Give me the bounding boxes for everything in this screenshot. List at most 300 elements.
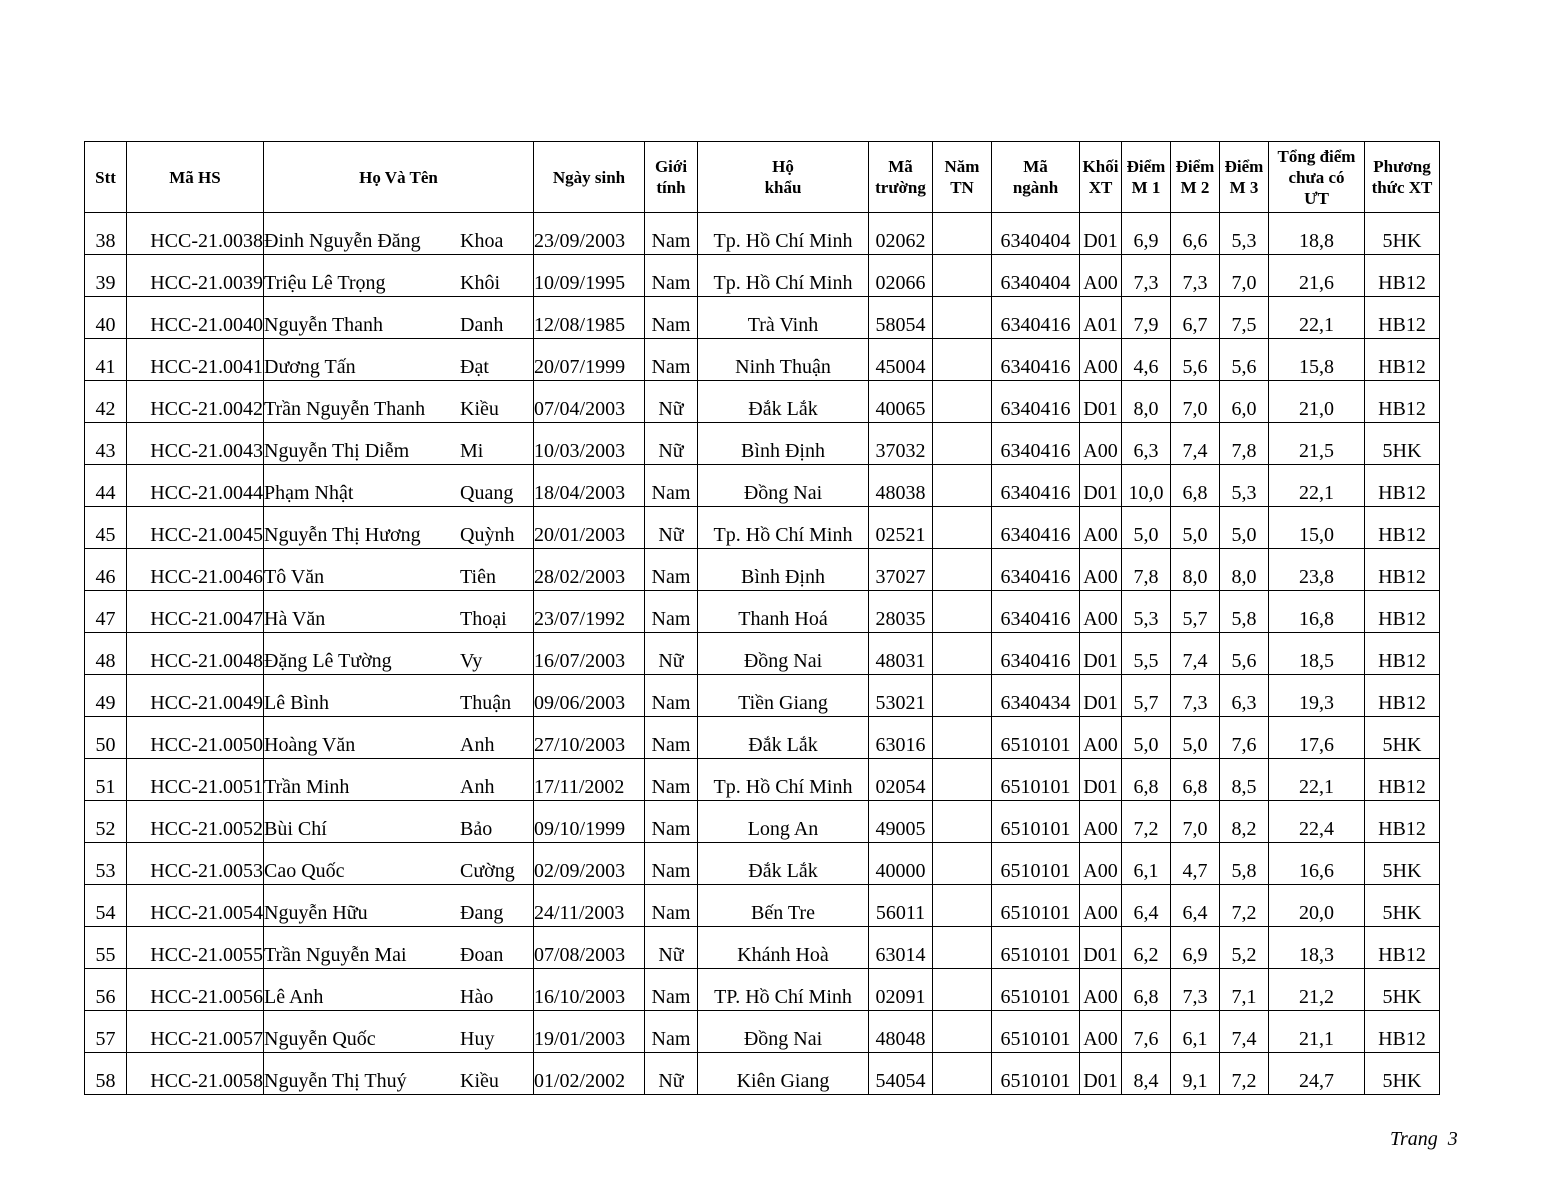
cell-gioi-tinh: Nam	[645, 801, 698, 843]
table-row	[85, 339, 1440, 381]
cell-diem-m3: 7,0	[1220, 255, 1269, 297]
given-name-text: Thoại	[460, 608, 507, 630]
cell-diem-m1: 5,3	[1122, 591, 1171, 633]
cell-ho-khau: Thanh Hoá	[698, 591, 869, 633]
cell-diem-m1: 7,6	[1122, 1011, 1171, 1053]
cell-ma-nganh: 6510101	[992, 969, 1080, 1011]
cell-gioi-tinh: Nam	[645, 969, 698, 1011]
given-name-text: Đạt	[460, 356, 489, 378]
cell-ho-khau: Tp. Hồ Chí Minh	[698, 255, 869, 297]
cell-stt: 50	[85, 717, 127, 759]
cell-ho-khau: Tp. Hồ Chí Minh	[698, 507, 869, 549]
cell-ho-khau: TP. Hồ Chí Minh	[698, 969, 869, 1011]
cell-ma-hs: HCC-21.0051	[127, 759, 264, 801]
cell-ho-khau: Tiền Giang	[698, 675, 869, 717]
given-name-text: Danh	[460, 314, 504, 336]
cell-gioi-tinh: Nam	[645, 549, 698, 591]
given-name-text: Đoan	[460, 944, 504, 966]
roster-body	[85, 213, 1440, 1095]
table-row	[85, 885, 1440, 927]
cell-ma-nganh: 6340416	[992, 423, 1080, 465]
cell-ho-khau: Đồng Nai	[698, 1011, 869, 1053]
cell-phuong-thuc: 5HK	[1365, 1053, 1440, 1095]
cell-phuong-thuc: HB12	[1365, 297, 1440, 339]
cell-khoi-xt: A00	[1080, 339, 1122, 381]
cell-khoi-xt: A00	[1080, 591, 1122, 633]
table-row	[85, 255, 1440, 297]
cell-ho-va-ten	[264, 885, 534, 927]
cell-diem-m3: 7,4	[1220, 1011, 1269, 1053]
cell-diem-m1: 8,0	[1122, 381, 1171, 423]
cell-ma-hs: HCC-21.0042	[127, 381, 264, 423]
cell-stt: 41	[85, 339, 127, 381]
given-name-text: Hào	[460, 986, 494, 1008]
cell-phuong-thuc: HB12	[1365, 1011, 1440, 1053]
cell-gioi-tinh: Nữ	[645, 927, 698, 969]
student-roster-table	[84, 141, 1440, 1095]
given-name-text: Mi	[460, 440, 484, 462]
cell-khoi-xt: A00	[1080, 885, 1122, 927]
cell-stt: 58	[85, 1053, 127, 1095]
cell-diem-m2: 6,1	[1171, 1011, 1220, 1053]
table-row	[85, 675, 1440, 717]
cell-khoi-xt: D01	[1080, 213, 1122, 255]
given-name-text: Cường	[460, 860, 515, 882]
cell-ngay-sinh: 23/09/2003	[534, 213, 645, 255]
cell-phuong-thuc: HB12	[1365, 675, 1440, 717]
cell-ho-khau: Kiên Giang	[698, 1053, 869, 1095]
cell-tong-diem: 15,0	[1269, 507, 1365, 549]
cell-gioi-tinh: Nam	[645, 591, 698, 633]
cell-ma-nganh: 6510101	[992, 759, 1080, 801]
surname-text: Dương Tấn	[264, 356, 356, 378]
header-ngay-sinh: Ngày sinh	[534, 142, 645, 213]
cell-gioi-tinh: Nữ	[645, 507, 698, 549]
header-ma-truong: Mã trường	[869, 142, 933, 213]
cell-diem-m2: 7,4	[1171, 423, 1220, 465]
cell-ho-va-ten	[264, 717, 534, 759]
header-khoi-xt: Khối XT	[1080, 142, 1122, 213]
cell-stt: 56	[85, 969, 127, 1011]
cell-diem-m3: 6,0	[1220, 381, 1269, 423]
header-tong-diem: Tổng điểm chưa có ƯT	[1269, 142, 1365, 213]
cell-tong-diem: 22,1	[1269, 759, 1365, 801]
cell-nam-tn	[933, 759, 992, 801]
cell-nam-tn	[933, 717, 992, 759]
cell-ma-nganh: 6340416	[992, 591, 1080, 633]
table-row	[85, 381, 1440, 423]
table-row	[85, 1011, 1440, 1053]
header-diem-m1: Điểm M 1	[1122, 142, 1171, 213]
cell-diem-m1: 5,0	[1122, 717, 1171, 759]
cell-ho-va-ten	[264, 255, 534, 297]
cell-nam-tn	[933, 1011, 992, 1053]
surname-text: Nguyễn Hữu	[264, 902, 368, 924]
cell-diem-m3: 5,0	[1220, 507, 1269, 549]
cell-nam-tn	[933, 1053, 992, 1095]
cell-ho-khau: Ninh Thuận	[698, 339, 869, 381]
cell-diem-m1: 5,0	[1122, 507, 1171, 549]
surname-text: Đinh Nguyễn Đăng	[264, 230, 421, 252]
cell-ma-nganh: 6510101	[992, 843, 1080, 885]
given-name-text: Vy	[460, 650, 483, 672]
cell-diem-m3: 7,6	[1220, 717, 1269, 759]
header-nam-tn: Năm TN	[933, 142, 992, 213]
cell-diem-m1: 10,0	[1122, 465, 1171, 507]
cell-ngay-sinh: 16/10/2003	[534, 969, 645, 1011]
cell-phuong-thuc: HB12	[1365, 255, 1440, 297]
cell-tong-diem: 16,8	[1269, 591, 1365, 633]
cell-phuong-thuc: HB12	[1365, 465, 1440, 507]
cell-ma-truong: 49005	[869, 801, 933, 843]
cell-ho-khau: Đồng Nai	[698, 465, 869, 507]
cell-diem-m1: 7,8	[1122, 549, 1171, 591]
table-row	[85, 591, 1440, 633]
header-ma-nganh: Mã ngành	[992, 142, 1080, 213]
cell-khoi-xt: D01	[1080, 633, 1122, 675]
cell-ho-va-ten	[264, 843, 534, 885]
cell-ho-khau: Đắk Lắk	[698, 381, 869, 423]
cell-diem-m1: 6,3	[1122, 423, 1171, 465]
cell-tong-diem: 24,7	[1269, 1053, 1365, 1095]
cell-diem-m3: 7,2	[1220, 885, 1269, 927]
cell-ma-truong: 02091	[869, 969, 933, 1011]
cell-diem-m2: 7,3	[1171, 969, 1220, 1011]
cell-tong-diem: 22,1	[1269, 297, 1365, 339]
cell-ngay-sinh: 18/04/2003	[534, 465, 645, 507]
cell-ho-va-ten	[264, 1011, 534, 1053]
cell-diem-m1: 6,4	[1122, 885, 1171, 927]
cell-tong-diem: 20,0	[1269, 885, 1365, 927]
cell-ma-hs: HCC-21.0043	[127, 423, 264, 465]
cell-tong-diem: 16,6	[1269, 843, 1365, 885]
header-gioi-tinh: Giới tính	[645, 142, 698, 213]
cell-stt: 43	[85, 423, 127, 465]
cell-ho-va-ten	[264, 549, 534, 591]
given-name-text: Đang	[460, 902, 504, 924]
cell-ngay-sinh: 16/07/2003	[534, 633, 645, 675]
table-row	[85, 801, 1440, 843]
cell-ngay-sinh: 09/10/1999	[534, 801, 645, 843]
header-row	[85, 142, 1440, 213]
cell-nam-tn	[933, 633, 992, 675]
cell-nam-tn	[933, 507, 992, 549]
cell-nam-tn	[933, 969, 992, 1011]
cell-ngay-sinh: 19/01/2003	[534, 1011, 645, 1053]
cell-ma-truong: 54054	[869, 1053, 933, 1095]
header-diem-m2: Điểm M 2	[1171, 142, 1220, 213]
cell-ho-va-ten	[264, 969, 534, 1011]
cell-diem-m2: 7,3	[1171, 255, 1220, 297]
cell-tong-diem: 18,3	[1269, 927, 1365, 969]
cell-ma-truong: 45004	[869, 339, 933, 381]
cell-khoi-xt: A00	[1080, 549, 1122, 591]
cell-ho-va-ten	[264, 381, 534, 423]
cell-ngay-sinh: 01/02/2002	[534, 1053, 645, 1095]
cell-ma-truong: 40000	[869, 843, 933, 885]
cell-ma-nganh: 6340416	[992, 549, 1080, 591]
page-number: Trang 3	[1390, 1128, 1458, 1150]
cell-ngay-sinh: 09/06/2003	[534, 675, 645, 717]
cell-nam-tn	[933, 255, 992, 297]
cell-diem-m1: 6,8	[1122, 759, 1171, 801]
cell-tong-diem: 22,1	[1269, 465, 1365, 507]
cell-diem-m2: 5,7	[1171, 591, 1220, 633]
given-name-text: Kiều	[460, 1070, 499, 1092]
cell-stt: 46	[85, 549, 127, 591]
cell-phuong-thuc: 5HK	[1365, 885, 1440, 927]
cell-ma-truong: 56011	[869, 885, 933, 927]
cell-stt: 39	[85, 255, 127, 297]
cell-nam-tn	[933, 549, 992, 591]
given-name-text: Kiều	[460, 398, 499, 420]
cell-ma-hs: HCC-21.0056	[127, 969, 264, 1011]
cell-tong-diem: 21,5	[1269, 423, 1365, 465]
cell-gioi-tinh: Nam	[645, 759, 698, 801]
cell-diem-m1: 7,9	[1122, 297, 1171, 339]
cell-nam-tn	[933, 423, 992, 465]
cell-gioi-tinh: Nam	[645, 885, 698, 927]
cell-diem-m1: 8,4	[1122, 1053, 1171, 1095]
cell-diem-m2: 6,4	[1171, 885, 1220, 927]
cell-tong-diem: 15,8	[1269, 339, 1365, 381]
cell-khoi-xt: A00	[1080, 255, 1122, 297]
cell-tong-diem: 21,1	[1269, 1011, 1365, 1053]
cell-diem-m3: 8,0	[1220, 549, 1269, 591]
cell-ma-hs: HCC-21.0045	[127, 507, 264, 549]
cell-khoi-xt: A00	[1080, 801, 1122, 843]
cell-gioi-tinh: Nam	[645, 717, 698, 759]
cell-diem-m1: 7,3	[1122, 255, 1171, 297]
cell-diem-m3: 5,6	[1220, 339, 1269, 381]
cell-nam-tn	[933, 465, 992, 507]
cell-khoi-xt: D01	[1080, 927, 1122, 969]
given-name-text: Tiên	[460, 566, 496, 588]
cell-ma-hs: HCC-21.0044	[127, 465, 264, 507]
table-row	[85, 717, 1440, 759]
cell-diem-m3: 5,3	[1220, 465, 1269, 507]
cell-tong-diem: 18,8	[1269, 213, 1365, 255]
cell-phuong-thuc: 5HK	[1365, 717, 1440, 759]
surname-text: Tô Văn	[264, 566, 325, 588]
cell-diem-m1: 5,7	[1122, 675, 1171, 717]
cell-ma-truong: 48031	[869, 633, 933, 675]
cell-ho-khau: Đồng Nai	[698, 633, 869, 675]
cell-ngay-sinh: 12/08/1985	[534, 297, 645, 339]
cell-ho-va-ten	[264, 591, 534, 633]
cell-diem-m3: 7,5	[1220, 297, 1269, 339]
cell-ma-hs: HCC-21.0048	[127, 633, 264, 675]
cell-phuong-thuc: HB12	[1365, 381, 1440, 423]
cell-ma-nganh: 6340416	[992, 339, 1080, 381]
cell-tong-diem: 21,6	[1269, 255, 1365, 297]
header-phuong-thuc: Phương thức XT	[1365, 142, 1440, 213]
cell-diem-m3: 5,8	[1220, 843, 1269, 885]
surname-text: Nguyễn Thị Thuý	[264, 1070, 407, 1092]
cell-ho-va-ten	[264, 339, 534, 381]
cell-stt: 48	[85, 633, 127, 675]
cell-ma-hs: HCC-21.0040	[127, 297, 264, 339]
cell-phuong-thuc: HB12	[1365, 801, 1440, 843]
cell-ho-va-ten	[264, 423, 534, 465]
cell-stt: 53	[85, 843, 127, 885]
table-row	[85, 507, 1440, 549]
cell-gioi-tinh: Nam	[645, 465, 698, 507]
cell-ma-nganh: 6340416	[992, 633, 1080, 675]
cell-diem-m3: 5,6	[1220, 633, 1269, 675]
cell-diem-m1: 7,2	[1122, 801, 1171, 843]
cell-ma-hs: HCC-21.0050	[127, 717, 264, 759]
cell-gioi-tinh: Nữ	[645, 381, 698, 423]
cell-ma-truong: 53021	[869, 675, 933, 717]
cell-tong-diem: 21,0	[1269, 381, 1365, 423]
given-name-text: Khôi	[460, 272, 500, 294]
cell-ma-nganh: 6510101	[992, 1011, 1080, 1053]
cell-gioi-tinh: Nam	[645, 843, 698, 885]
surname-text: Hoàng Văn	[264, 734, 356, 756]
cell-ngay-sinh: 24/11/2003	[534, 885, 645, 927]
cell-diem-m2: 5,6	[1171, 339, 1220, 381]
cell-ngay-sinh: 07/04/2003	[534, 381, 645, 423]
cell-ma-nganh: 6510101	[992, 801, 1080, 843]
cell-diem-m1: 6,9	[1122, 213, 1171, 255]
cell-diem-m2: 8,0	[1171, 549, 1220, 591]
table-row	[85, 633, 1440, 675]
table-row	[85, 969, 1440, 1011]
cell-diem-m3: 7,2	[1220, 1053, 1269, 1095]
cell-ho-khau: Đắk Lắk	[698, 843, 869, 885]
cell-ngay-sinh: 10/03/2003	[534, 423, 645, 465]
cell-gioi-tinh: Nam	[645, 297, 698, 339]
cell-ma-nganh: 6340416	[992, 507, 1080, 549]
cell-ma-hs: HCC-21.0058	[127, 1053, 264, 1095]
cell-ho-va-ten	[264, 801, 534, 843]
given-name-text: Thuận	[460, 692, 512, 714]
cell-tong-diem: 23,8	[1269, 549, 1365, 591]
cell-diem-m3: 5,3	[1220, 213, 1269, 255]
cell-ma-hs: HCC-21.0057	[127, 1011, 264, 1053]
cell-ma-hs: HCC-21.0052	[127, 801, 264, 843]
cell-gioi-tinh: Nam	[645, 675, 698, 717]
cell-stt: 55	[85, 927, 127, 969]
table-row	[85, 1053, 1440, 1095]
cell-ma-truong: 02054	[869, 759, 933, 801]
cell-ho-va-ten	[264, 507, 534, 549]
cell-phuong-thuc: HB12	[1365, 549, 1440, 591]
cell-ma-truong: 37027	[869, 549, 933, 591]
cell-gioi-tinh: Nữ	[645, 1053, 698, 1095]
cell-nam-tn	[933, 927, 992, 969]
cell-stt: 42	[85, 381, 127, 423]
cell-diem-m3: 6,3	[1220, 675, 1269, 717]
cell-ho-khau: Bình Định	[698, 549, 869, 591]
cell-ma-truong: 02062	[869, 213, 933, 255]
cell-ma-hs: HCC-21.0038	[127, 213, 264, 255]
cell-stt: 40	[85, 297, 127, 339]
given-name-text: Anh	[460, 734, 495, 756]
cell-diem-m2: 7,0	[1171, 381, 1220, 423]
given-name-text: Huy	[460, 1028, 495, 1050]
cell-ngay-sinh: 10/09/1995	[534, 255, 645, 297]
cell-ma-truong: 63014	[869, 927, 933, 969]
table-row	[85, 549, 1440, 591]
given-name-text: Quỳnh	[460, 524, 515, 546]
cell-ma-truong: 28035	[869, 591, 933, 633]
surname-text: Nguyễn Thị Hương	[264, 524, 421, 546]
cell-ma-hs: HCC-21.0049	[127, 675, 264, 717]
cell-diem-m1: 6,2	[1122, 927, 1171, 969]
cell-diem-m2: 4,7	[1171, 843, 1220, 885]
cell-ma-truong: 37032	[869, 423, 933, 465]
cell-ma-nganh: 6340404	[992, 255, 1080, 297]
surname-text: Phạm Nhật	[264, 482, 354, 504]
cell-diem-m2: 6,8	[1171, 759, 1220, 801]
cell-nam-tn	[933, 339, 992, 381]
cell-ho-va-ten	[264, 297, 534, 339]
cell-stt: 57	[85, 1011, 127, 1053]
cell-khoi-xt: D01	[1080, 465, 1122, 507]
cell-diem-m2: 6,7	[1171, 297, 1220, 339]
cell-stt: 47	[85, 591, 127, 633]
cell-gioi-tinh: Nam	[645, 213, 698, 255]
cell-ma-hs: HCC-21.0054	[127, 885, 264, 927]
cell-gioi-tinh: Nữ	[645, 423, 698, 465]
cell-ma-nganh: 6510101	[992, 1053, 1080, 1095]
cell-ngay-sinh: 17/11/2002	[534, 759, 645, 801]
cell-ho-va-ten	[264, 675, 534, 717]
header-ho-khau: Hộ khẩu	[698, 142, 869, 213]
cell-ngay-sinh: 07/08/2003	[534, 927, 645, 969]
cell-ngay-sinh: 20/01/2003	[534, 507, 645, 549]
cell-diem-m1: 6,8	[1122, 969, 1171, 1011]
cell-diem-m2: 5,0	[1171, 717, 1220, 759]
cell-diem-m2: 5,0	[1171, 507, 1220, 549]
cell-ma-truong: 48048	[869, 1011, 933, 1053]
given-name-text: Quang	[460, 482, 514, 504]
cell-phuong-thuc: HB12	[1365, 633, 1440, 675]
cell-nam-tn	[933, 843, 992, 885]
cell-nam-tn	[933, 381, 992, 423]
cell-phuong-thuc: HB12	[1365, 591, 1440, 633]
cell-ma-hs: HCC-21.0055	[127, 927, 264, 969]
cell-diem-m1: 4,6	[1122, 339, 1171, 381]
cell-phuong-thuc: HB12	[1365, 339, 1440, 381]
cell-ho-khau: Đắk Lắk	[698, 717, 869, 759]
cell-phuong-thuc: HB12	[1365, 759, 1440, 801]
cell-diem-m2: 7,0	[1171, 801, 1220, 843]
header-stt: Stt	[85, 142, 127, 213]
cell-ngay-sinh: 28/02/2003	[534, 549, 645, 591]
surname-text: Trần Nguyễn Mai	[264, 944, 407, 966]
cell-phuong-thuc: HB12	[1365, 927, 1440, 969]
cell-khoi-xt: A01	[1080, 297, 1122, 339]
cell-diem-m2: 7,3	[1171, 675, 1220, 717]
cell-ma-nganh: 6340416	[992, 297, 1080, 339]
cell-ma-nganh: 6340434	[992, 675, 1080, 717]
cell-ho-khau: Tp. Hồ Chí Minh	[698, 759, 869, 801]
cell-ma-truong: 40065	[869, 381, 933, 423]
cell-khoi-xt: D01	[1080, 1053, 1122, 1095]
cell-ma-hs: HCC-21.0039	[127, 255, 264, 297]
cell-ho-khau: Long An	[698, 801, 869, 843]
table-row	[85, 465, 1440, 507]
cell-gioi-tinh: Nam	[645, 1011, 698, 1053]
cell-ma-nganh: 6340416	[992, 465, 1080, 507]
cell-khoi-xt: D01	[1080, 675, 1122, 717]
surname-text: Nguyễn Quốc	[264, 1028, 376, 1050]
cell-khoi-xt: D01	[1080, 759, 1122, 801]
cell-stt: 54	[85, 885, 127, 927]
